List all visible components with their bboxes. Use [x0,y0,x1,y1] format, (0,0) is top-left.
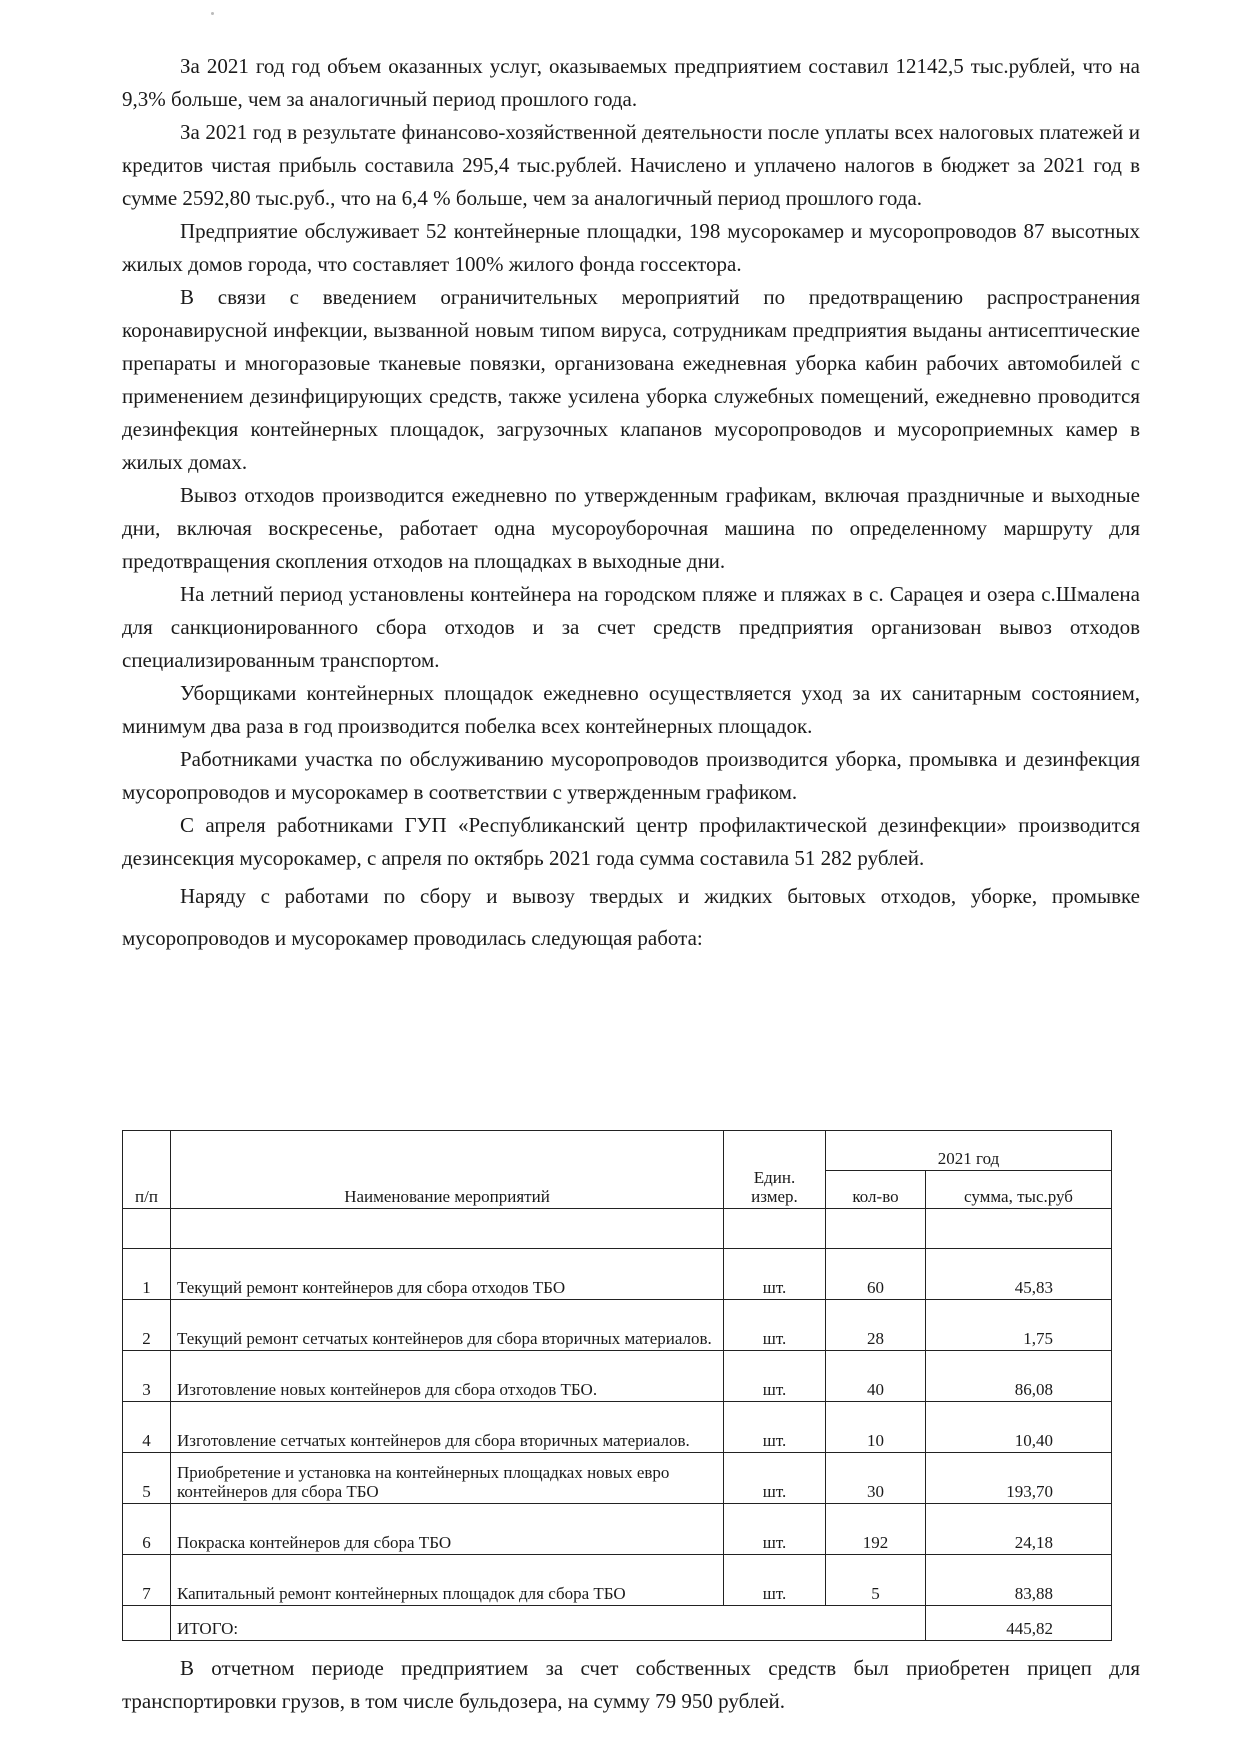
paragraph-covid-measures: В связи с введением ограничительных мероприятий по предотвращению распространения коронавирусной инфекции, вызванной новым типом вируса, сотрудникам предприятия выданы антисептические препараты и многоразовые тканевые повязки, организована ежедневная уборка кабин рабочих автомобилей с применением дезинфицирующих средств, также усилена уборка служебных помещений, ежедневно проводится дезинфекция контейнерных площадок, загрузочных клапанов мусоропроводов и мусороприемных камер в жилых домах. [122,285,1140,474]
paragraph-site-cleaners: Уборщиками контейнерных площадок ежедневно осуществляется уход за их санитарным состоянием, минимум два раза в год производится побелка всех контейнерных площадок. [122,681,1140,738]
paragraph-chute-workers: Работниками участка по обслуживанию мусоропроводов производится уборка, промывка и дезинфекция мусоропроводов и мусорокамер в соответствии с утвержденным графиком. [122,747,1140,804]
table-header-row [123,1131,1112,1171]
header-name: Наименование мероприятий [171,1131,724,1209]
total-sum: 445,82 [926,1606,1112,1641]
paragraph-profit: За 2021 год в результате финансово-хозяйственной деятельности после уплаты всех налоговых платежей и кредитов чистая прибыль составила 295,4 тыс.рублей. Начислено и уплачено налогов в бюджет за 2021 год в сумме 2592,80 тыс.руб., что на 6,4 % больше, чем за аналогичный период прошлого года. [122,120,1140,210]
header-unit: Един. измер. [724,1131,826,1209]
table-total-row [123,1606,1112,1641]
scan-speck [211,12,214,15]
table-row: 4 Изготовление сетчатых контейнеров для сбора вторичных материалов. шт. 10 10,40 [123,1402,1112,1453]
paragraph-table-intro: Наряду с работами по сбору и вывозу твердых и жидких бытовых отходов, уборке, промывке мусоропроводов и мусорокамер проводилась следующая работа: [122,884,1140,950]
table-row: 1 Текущий ремонт контейнеров для сбора отходов ТБО шт. 60 45,83 [123,1249,1112,1300]
works-table [122,1130,1112,1641]
closing-text [122,1652,1140,1718]
paragraph-service-scope: Предприятие обслуживает 52 контейнерные площадки, 198 мусорокамер и мусоропроводов 87 высотных жилых домов города, что составляет 100% жилого фонда госсектора. [122,219,1140,276]
table-row: 5 Приобретение и установка на контейнерных площадках новых евро контейнеров для сбора ТБО шт. 30 193,70 [123,1453,1112,1504]
header-year: 2021 год [826,1131,1112,1171]
table-row: 7 Капитальный ремонт контейнерных площадок для сбора ТБО шт. 5 83,88 [123,1555,1112,1606]
table-row: 3 Изготовление новых контейнеров для сбора отходов ТБО. шт. 40 86,08 [123,1351,1112,1402]
paragraph-services-volume: За 2021 год год объем оказанных услуг, оказываемых предприятием составил 12142,5 тыс.рублей, что на 9,3% больше, чем за аналогичный период прошлого года. [122,54,1140,111]
body-text [122,50,1140,959]
total-label: ИТОГО: [171,1606,926,1641]
paragraph-waste-removal: Вывоз отходов производится ежедневно по утвержденным графикам, включая праздничные и выходные дни, включая воскресенье, работает одна мусороуборочная машина по определенному маршруту для предотвращения скопления отходов на площадках в выходные дни. [122,483,1140,573]
table-row: 2 Текущий ремонт сетчатых контейнеров для сбора вторичных материалов. шт. 28 1,75 [123,1300,1112,1351]
paragraph-summer-period: На летний период установлены контейнера на городском пляже и пляжах в с. Сарацея и озера с.Шмалена для санкционированного сбора отходов и за счет средств предприятия организован вывоз отходов специализированным транспортом. [122,582,1140,672]
paragraph-disinsection: С апреля работниками ГУП «Республиканский центр профилактической дезинфекции» производится дезинсекция мусорокамер, с апреля по октябрь 2021 года сумма составила 51 282 рублей. [122,813,1140,870]
header-num: п/п [123,1131,171,1209]
table-spacer-row [123,1209,1112,1249]
paragraph-trailer-purchase: В отчетном периоде предприятием за счет собственных средств был приобретен прицеп для транспортировки грузов, в том числе бульдозера, на сумму 79 950 рублей. [122,1656,1140,1713]
header-sum: сумма, тыс.руб [926,1171,1112,1209]
header-qty: кол-во [826,1171,926,1209]
table-row: 6 Покраска контейнеров для сбора ТБО шт. 192 24,18 [123,1504,1112,1555]
